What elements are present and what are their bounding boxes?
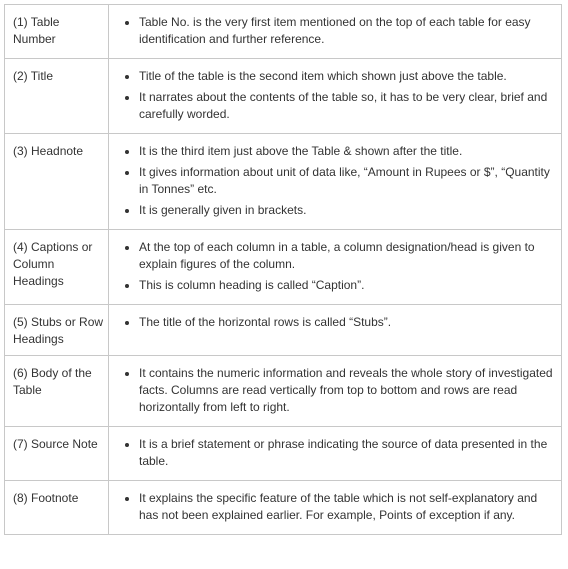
table-row xyxy=(5,59,562,134)
description-cell xyxy=(109,59,562,134)
term-label: (6) Body of the Table xyxy=(13,366,92,397)
bullet-item: • It narrates about the contents of the table so, it has to be very clear, brief and carefully worded. xyxy=(139,89,555,123)
term-label: (3) Headnote xyxy=(13,144,84,158)
bullet-item: • At the top of each column in a table, a column designation/head is given to explain figures of the column. xyxy=(139,239,555,273)
description-cell xyxy=(109,427,562,481)
bullet-item: • It gives information about unit of data like, “Amount in Rupees or $”, “Quantity in Tonnes” etc. xyxy=(139,164,555,198)
table-row xyxy=(5,134,562,230)
description-cell xyxy=(109,5,562,59)
term-cell xyxy=(5,305,109,356)
table-row xyxy=(5,481,562,535)
bullet-list xyxy=(117,490,555,524)
term-cell xyxy=(5,5,109,59)
bullet-item: • It explains the specific feature of the table which is not self-explanatory and has not been explained earlier. For example, Points of exception if any. xyxy=(139,490,555,524)
bullet-list xyxy=(117,68,555,123)
bullet-item: • It contains the numeric information and reveals the whole story of investigated facts. Columns are read vertically from top to bottom and rows are read horizontally from left to right. xyxy=(139,365,555,416)
term-cell xyxy=(5,59,109,134)
term-cell xyxy=(5,356,109,427)
bullet-list xyxy=(117,143,555,219)
table-row xyxy=(5,5,562,59)
bullet-item: • It is the third item just above the Table & shown after the title. xyxy=(139,143,555,160)
description-cell xyxy=(109,356,562,427)
bullet-item: • This is column heading is called “Caption”. xyxy=(139,277,555,294)
term-cell xyxy=(5,427,109,481)
table-row xyxy=(5,356,562,427)
table-row xyxy=(5,230,562,305)
term-label: (2) Title xyxy=(13,69,54,83)
bullet-item: • Table No. is the very first item mentioned on the top of each table for easy identification and further reference. xyxy=(139,14,555,48)
table-row xyxy=(5,305,562,356)
description-cell xyxy=(109,481,562,535)
description-cell xyxy=(109,230,562,305)
term-cell xyxy=(5,134,109,230)
bullet-list xyxy=(117,14,555,48)
term-label: (8) Footnote xyxy=(13,491,79,505)
bullet-list xyxy=(117,436,555,470)
bullet-item: • The title of the horizontal rows is called “Stubs”. xyxy=(139,314,555,331)
term-label: (7) Source Note xyxy=(13,437,98,451)
table-row xyxy=(5,427,562,481)
bullet-item: • Title of the table is the second item which shown just above the table. xyxy=(139,68,555,85)
description-cell xyxy=(109,305,562,356)
term-label: (4) Captions or Column Headings xyxy=(13,240,93,288)
bullet-item: • It is generally given in brackets. xyxy=(139,202,555,219)
bullet-list xyxy=(117,314,555,331)
bullet-list xyxy=(117,365,555,416)
bullet-item: • It is a brief statement or phrase indicating the source of data presented in the table. xyxy=(139,436,555,470)
description-cell xyxy=(109,134,562,230)
bullet-list xyxy=(117,239,555,294)
table-parts-table xyxy=(4,4,562,535)
term-cell xyxy=(5,230,109,305)
term-label: (5) Stubs or Row Headings xyxy=(13,315,104,346)
term-label: (1) Table Number xyxy=(13,15,60,46)
term-cell xyxy=(5,481,109,535)
